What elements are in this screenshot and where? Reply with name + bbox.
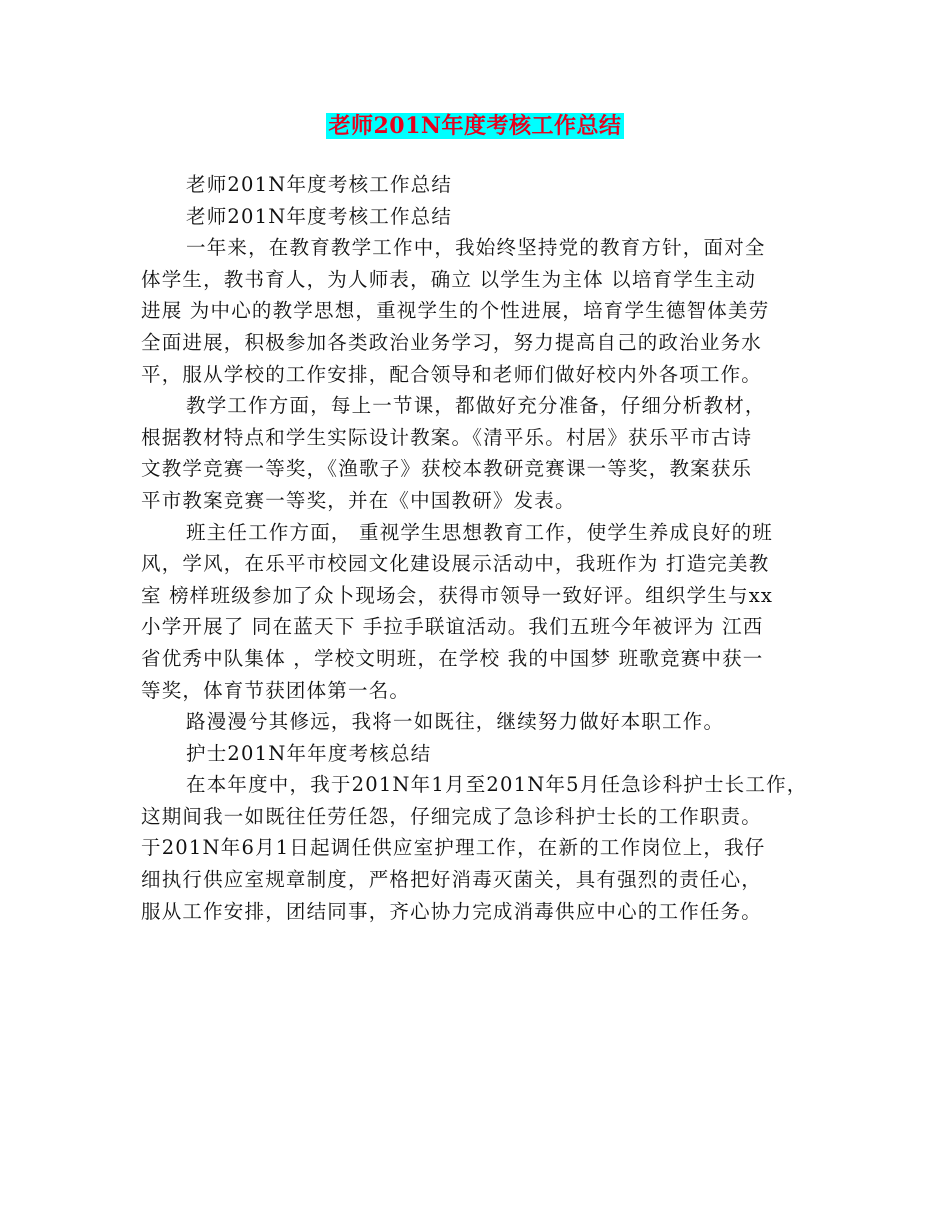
- body-line: 这期间我一如既往任劳任怨，仔细完成了急诊科护士长的工作职责。: [141, 804, 763, 828]
- body-line: 一年来，在教育教学工作中，我始终坚持党的教育方针，面对全: [186, 236, 766, 260]
- body-line: 于201N年6月1日起调任供应室护理工作，在新的工作岗位上，我仔: [141, 836, 766, 860]
- body-line: 文教学竞赛一等奖，《渔歌子》获校本教研竞赛课一等奖，教案获乐: [141, 457, 753, 481]
- document-title-text: 老师201N年度考核工作总结: [328, 113, 622, 139]
- body-line: 班主任工作方面， 重视学生思想教育工作，使学生养成良好的班: [186, 520, 773, 544]
- body-line: 省优秀中队集体 ，学校文明班，在学校 我的中国梦 班歌竞赛中获一: [141, 646, 764, 670]
- body-line: 平，服从学校的工作安排，配合领导和老师们做好校内外各项工作。: [141, 362, 763, 386]
- body-line: 室 榜样班级参加了众卜现场会，获得市领导一致好评。组织学生与xx: [141, 583, 774, 607]
- body-line: 根据教材特点和学生实际设计教案。《清平乐。村居》获乐平市古诗: [141, 425, 753, 449]
- body-line: 体学生，教书育人，为人师表，确立 以学生为主体 以培育学生主动: [141, 267, 757, 291]
- body-line: 老师201N年度考核工作总结: [186, 204, 453, 228]
- body-line: 路漫漫兮其修远，我将一如既往，继续努力做好本职工作。: [186, 710, 725, 734]
- document-body: [141, 169, 841, 927]
- body-line: 教学工作方面，每上一节课，都做好充分准备，仔细分析教材，: [186, 394, 766, 418]
- body-line: 小学开展了 同在蓝天下 手拉手联谊活动。我们五班今年被评为 江西: [141, 615, 764, 639]
- body-line: 全面进展，积极参加各类政治业务学习，努力提高自己的政治业务水: [141, 330, 763, 354]
- document-title: [0, 111, 950, 141]
- body-line: 等奖，体育节获团体第一名。: [141, 678, 411, 702]
- body-line: 服从工作安排，团结同事，齐心协力完成消毒供应中心的工作任务。: [141, 899, 763, 923]
- body-line: 平市教案竞赛一等奖，并在《中国教研》发表。: [141, 488, 576, 512]
- body-line: 进展 为中心的教学思想，重视学生的个性进展，培育学生德智体美劳: [141, 299, 770, 323]
- body-line: 护士201N年年度考核总结: [186, 741, 432, 765]
- body-line: 风，学风，在乐平市校园文化建设展示活动中，我班作为 打造完美教: [141, 552, 770, 576]
- body-line: 老师201N年度考核工作总结: [186, 173, 453, 196]
- body-line: 细执行供应室规章制度，严格把好消毒灭菌关，具有强烈的责任心，: [141, 868, 763, 892]
- body-line: 在本年度中，我于201N年1月至201N年5月任急诊科护士长工作，: [186, 773, 808, 797]
